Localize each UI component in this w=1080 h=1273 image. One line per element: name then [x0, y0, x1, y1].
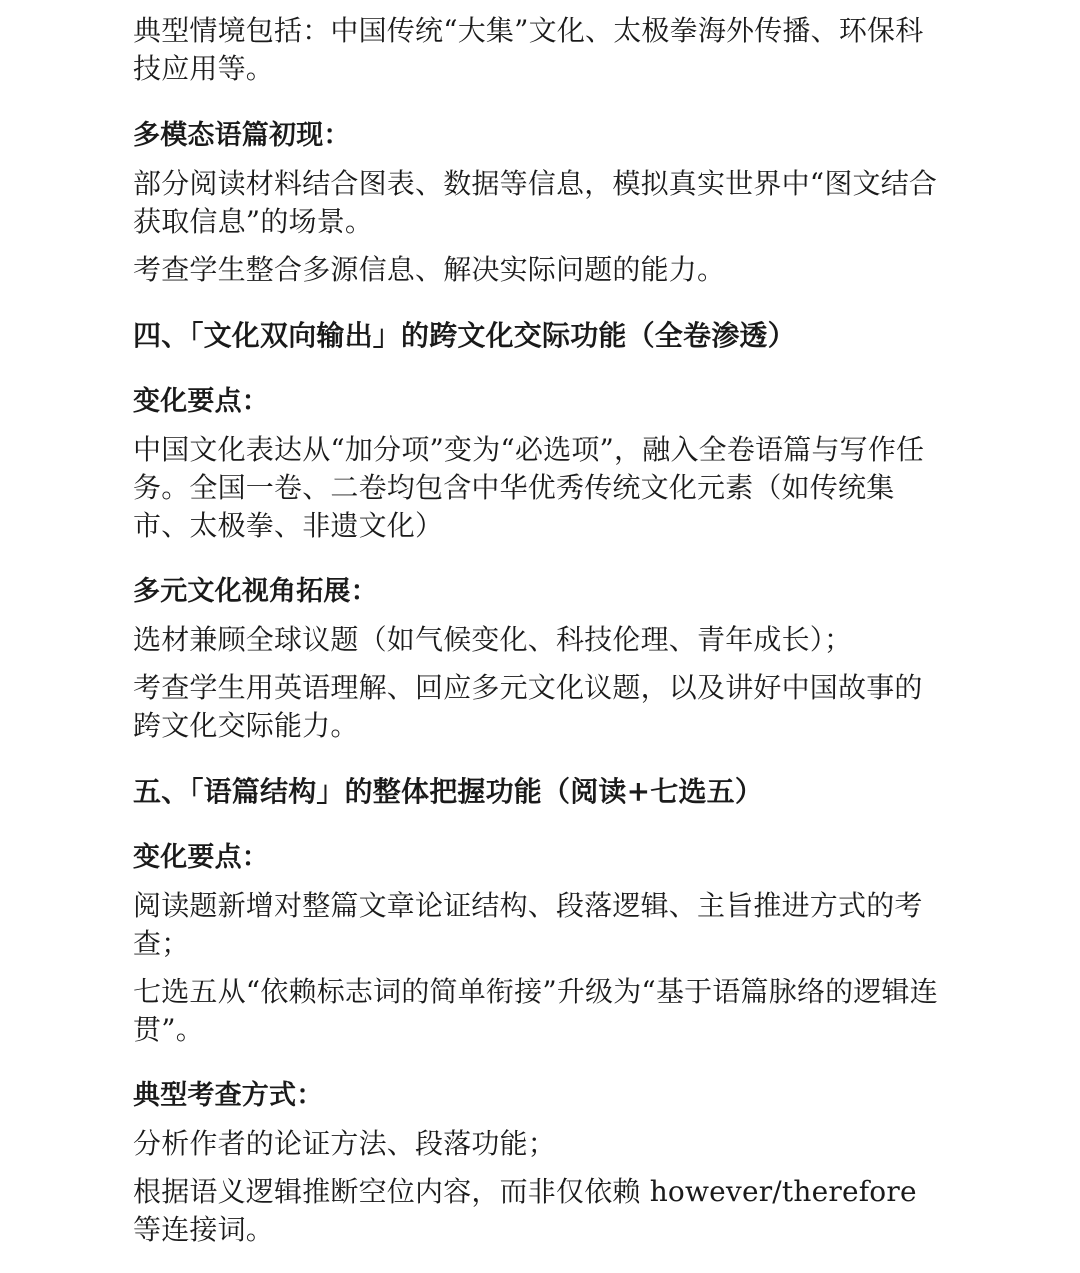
paragraph-semantic-inference: 根据语义逻辑推断空位内容，而非仅依赖 however/therefore 等连接词。: [133, 1175, 917, 1246]
section-heading-4: 四、「文化双向输出」的跨文化交际功能（全卷渗透）: [133, 319, 796, 352]
paragraph-chinese-culture: 中国文化表达从“加分项”变为“必选项”，融入全卷语篇与写作任务。全国一卷、二卷均包含中华优秀传统文化元素（如传统集市、太极拳、非遗文化）: [133, 433, 925, 542]
paragraph-argument-analysis: 分析作者的论证方法、段落功能；: [133, 1127, 557, 1160]
paragraph-cross-cultural: 考查学生用英语理解、回应多元文化议题，以及讲好中国故事的跨文化交际能力。: [133, 671, 923, 742]
section-heading-5: 五、「语篇结构」的整体把握功能（阅读+七选五）: [133, 775, 764, 808]
paragraph-reading-structure: 阅读题新增对整篇文章论证结构、段落逻辑、主旨推进方式的考查；: [133, 889, 923, 960]
heading-multimodal: 多模态语篇初现：: [133, 120, 351, 151]
heading-multicultural: 多元文化视角拓展：: [133, 576, 378, 607]
paragraph-integration-ability: 考查学生整合多源信息、解决实际问题的能力。: [133, 253, 726, 286]
document-page: [133, 12, 945, 1249]
paragraph-seven-choose-five: 七选五从“依赖标志词的简单衔接”升级为“基于语篇脉络的逻辑连贯”。: [133, 975, 938, 1046]
heading-change-points-4: 变化要点：: [133, 386, 269, 417]
heading-typical-methods: 典型考查方式：: [133, 1080, 324, 1111]
heading-change-points-5: 变化要点：: [133, 842, 269, 873]
paragraph-global-topics: 选材兼顾全球议题（如气候变化、科技伦理、青年成长）；: [133, 623, 853, 656]
paragraph-multimodal-materials: 部分阅读材料结合图表、数据等信息，模拟真实世界中“图文结合获取信息”的场景。: [133, 167, 938, 238]
paragraph-typical-scenarios: 典型情境包括：中国传统“大集”文化、太极拳海外传播、环保科技应用等。: [133, 14, 924, 85]
